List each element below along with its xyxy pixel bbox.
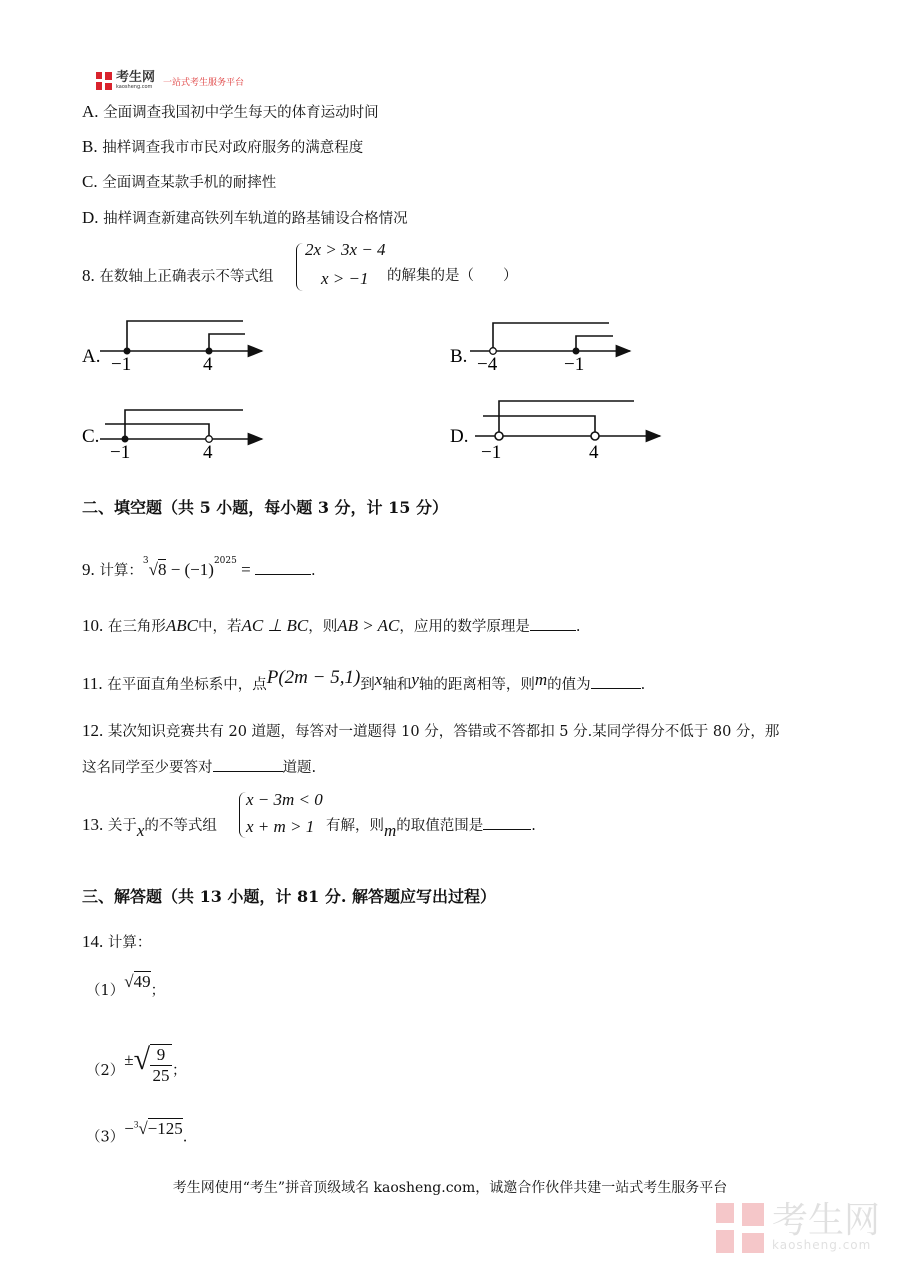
q7-option-c: C. 全面调查某款手机的耐摔性 <box>82 172 277 191</box>
q12-line-1: 12. 某次知识竞赛共有 20 道题，每答对一道题得 10 分，答错或不答都扣 5 分.某同学得分不低于 80 分，那 <box>82 721 780 740</box>
watermark-text: 考生网 <box>772 1200 881 1241</box>
q13-inequality-1: x − 3m < 0 <box>246 790 323 809</box>
watermark <box>716 1200 881 1253</box>
tick-label: −1 <box>110 442 131 463</box>
q13-inequality-2: x + m > 1 <box>246 817 315 836</box>
q11: 11. 在平面直角坐标系中，点P(2m − 5,1)到x轴和y轴的距离相等，则m的值为 . <box>82 667 646 693</box>
range-b-2 <box>576 336 613 351</box>
option-b-label: B. <box>450 346 468 367</box>
q12-line-2: 这名同学至少要答对 道题. <box>82 757 316 778</box>
q8-number-lines <box>0 0 900 480</box>
q14-part-1: （1）√49； <box>86 972 166 999</box>
watermark-domain: kaosheng.com <box>772 1238 872 1252</box>
section-3-title: 三、解答题（共 13 小题，计 81 分. 解答题应写出过程） <box>82 887 496 906</box>
q14-part-3: （3）−$^3$√−125. <box>86 1118 188 1146</box>
footer-text: 考生网使用“考生”拼音顶级域名 kaosheng.com，诚邀合作伙伴共建一站式考生服务平台 <box>172 1180 728 1196</box>
tick-label: 4 <box>203 442 213 463</box>
range-d-1 <box>499 401 634 436</box>
q8-tail: 的解集的是（ ） <box>387 268 518 284</box>
logo-domain: kaosheng.com <box>116 84 153 90</box>
q10: 10. 在三角形ABC中，若AC ⊥ BC，则AB > AC，应用的数学原理是 . <box>82 616 581 635</box>
point-open <box>591 432 599 440</box>
tick-label: −4 <box>477 354 498 375</box>
logo-slogan: 一站式考生服务平台 <box>163 77 245 88</box>
tick-label: 4 <box>203 354 213 375</box>
section-2-title: 二、填空题（共 5 小题，每小题 3 分，计 15 分） <box>82 498 448 517</box>
q13-tail: 有解，则m的取值范围是 . <box>326 815 536 836</box>
tick-label: −1 <box>564 354 585 375</box>
option-c-label: C. <box>82 426 100 447</box>
q7-option-d: D. 抽样调查新建高铁列车轨道的路基铺设合格情况 <box>82 208 408 227</box>
q7-option-b: B. 抽样调查我市市民对政府服务的满意程度 <box>82 137 364 156</box>
q9: 9. 计算：$^3√8 - (-1)^{2025}$ = . <box>82 556 316 579</box>
q8-stem: 8. 在数轴上正确表示不等式组 <box>82 266 274 285</box>
brace <box>239 792 246 838</box>
tick-label: 4 <box>589 442 599 463</box>
range-b-1 <box>493 323 609 351</box>
q14-stem: 14. 计算： <box>82 932 152 951</box>
range-c-2 <box>105 424 209 439</box>
tick-label: −1 <box>481 442 502 463</box>
option-a-label: A. <box>82 346 101 367</box>
option-d-label: D. <box>450 426 469 447</box>
range-a-1 <box>127 321 243 351</box>
watermark-logo-icon <box>716 1203 764 1253</box>
q8-inequality-1: 2x > 3x − 4 <box>305 240 386 259</box>
tick-label: −1 <box>111 354 132 375</box>
q14-part-2: （2）±√ $\frac{9}{25}$ ； <box>86 1043 187 1085</box>
q7-option-a: A. 全面调查我国初中学生每天的体育运动时间 <box>82 102 379 121</box>
q8-inequality-2: x > −1 <box>321 269 369 288</box>
range-a-2 <box>209 334 245 351</box>
q13-stem: 13. 关于x的不等式组 <box>82 815 217 840</box>
logo-text: 考生网 <box>116 70 156 85</box>
point-open <box>495 432 503 440</box>
